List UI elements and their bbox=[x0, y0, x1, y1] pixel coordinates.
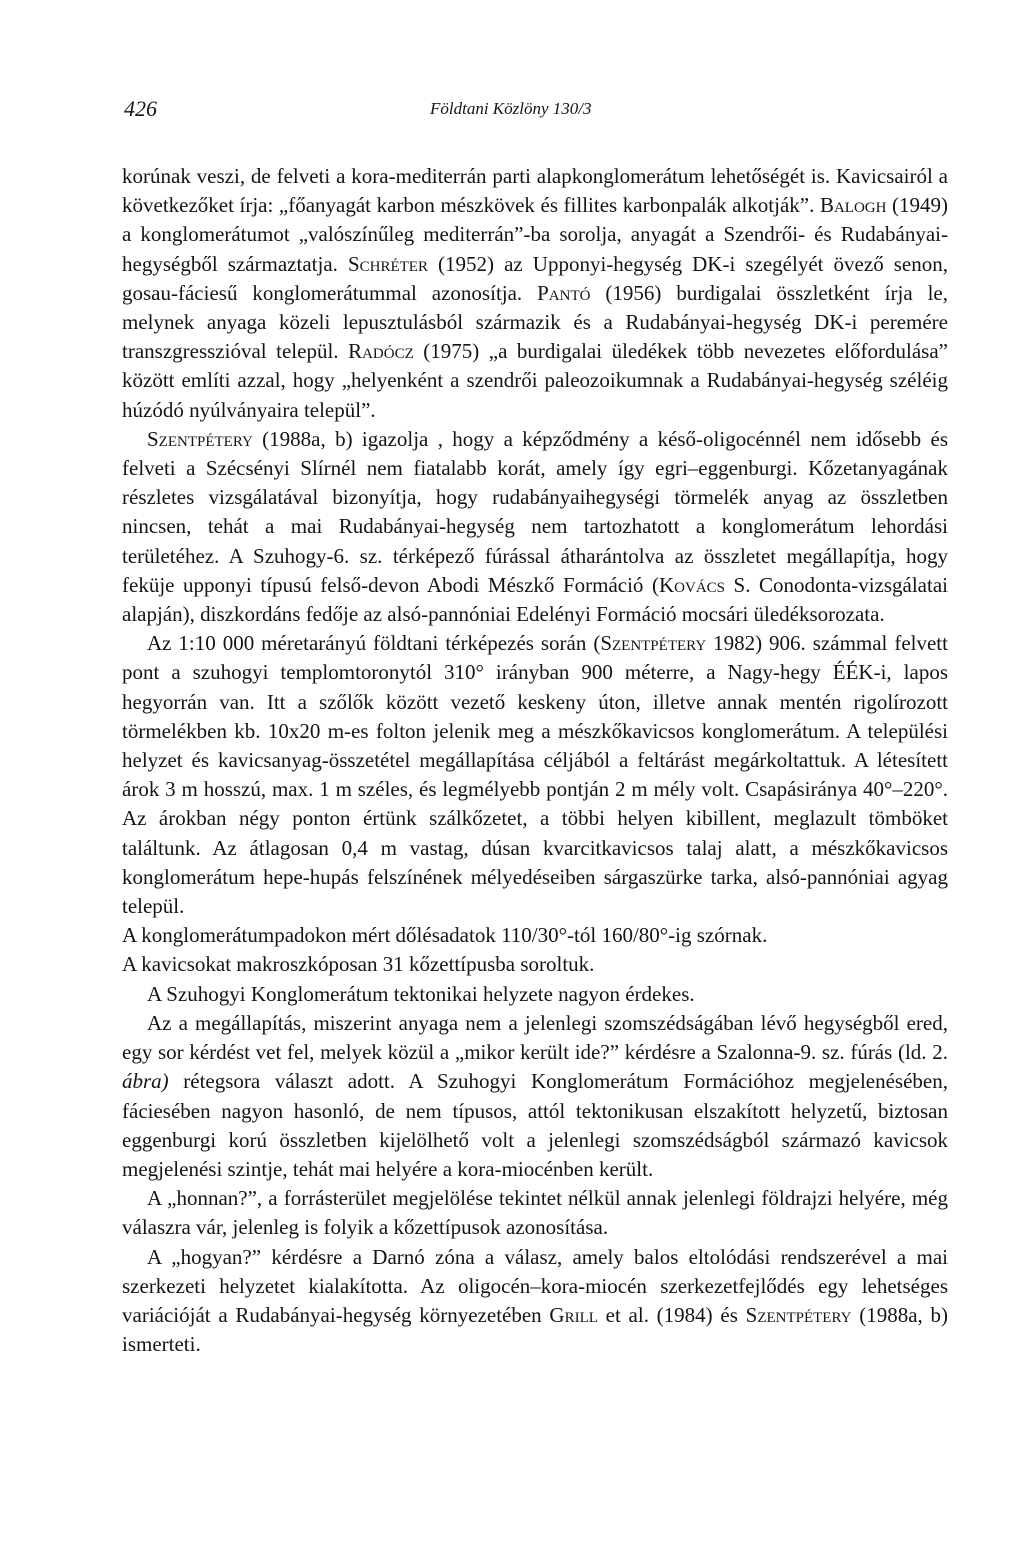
text-run: A „hogyan?” kérdésre a Darnó zóna a válasz, amely balos eltolódási rendszerével a mai szerkezeti helyzetet kialakította. Az oligocén–kora-miocén szerkezetfejlődés egy lehetséges variációját a Rudabányai-hegység környezetében bbox=[122, 1244, 948, 1327]
page-number: 426 bbox=[124, 96, 157, 121]
text-run: et al. (1984) és bbox=[597, 1302, 746, 1327]
body-paragraph bbox=[122, 1243, 948, 1360]
text-run: Az 1:10 000 méretarányú földtani térképezés során ( bbox=[147, 631, 601, 656]
author-name: Radócz bbox=[348, 339, 414, 364]
body-paragraph bbox=[122, 1009, 948, 1184]
text-run: A konglomerátumpadokon mért dőlésadatok 110/30°-tól 160/80°-ig szórnak. bbox=[122, 923, 768, 948]
text-run: A „honnan?”, a forrásterület megjelölése tekintet nélkül annak jelenlegi földrajzi helyére, még válaszra vár, jelenleg is folyik a kőzettípusok azonosítása. bbox=[122, 1186, 948, 1240]
body-paragraph bbox=[122, 921, 948, 950]
text-run: 1982) 906. számmal felvett pont a szuhogyi templomtoronytól 310° irányban 900 méterre, a Nagy-hegy ÉÉK-i, lapos hegyorrán van. Itt a szőlők között vezető keskeny úton, illetve annak mentén rigolírozott törmelékben kb. 10x20 m-es folton jelenik meg a mészkőkavicsos konglomerátum. A települési helyzet és kavicsanyag-összetétel megállapítása céljából a feltárást megárkoltattuk. A létesített árok 3 m hosszú, max. 1 m széles, és legmélyebb pontján 2 m mély volt. Csapásiránya 40°–220°. Az árokban négy ponton értünk szálkőzetet, a többi helyen kibillent, meglazult tömböket találtunk. Az átlagosan 0,4 m vastag, dúsan kvarcitkavicsos talaj alatt, a mészkőkavicsos konglomerátum hepe-hupás felszínének mélyedéseiben sárgaszürke tarka, alsó-pannóniai agyag települ. bbox=[122, 631, 948, 919]
text-run: Az a megállapítás, miszerint anyaga nem a jelenlegi szomszédságában lévő hegységből ered, egy sor kérdést vet fel, melyek közül a „mikor került ide?” kérdésre a Szalonna-9. sz. fúrás (ld. 2. bbox=[122, 1010, 948, 1065]
text-run: rétegsora választ adott. A Szuhogyi Konglomerátum Formációhoz megjelenésében, fáciesében nagyon hasonló, de nem típusos, attól tektonikusan elszakított helyzetű, biztosan eggenburgi korú összletben kijelölhető volt a jelenlegi szomszédságból származó kavicsok megjelenési szintje, tehát mai helyére a kora-miocénben került. bbox=[122, 1069, 948, 1181]
text-run: (1956) burdigalai összletként írja le, melynek anyaga közeli lepusztulásból származik és a Rudabányai-hegység DK-i peremére transzgresszióval települ. bbox=[122, 280, 948, 364]
author-name: Grill bbox=[549, 1302, 598, 1327]
body-paragraph bbox=[122, 162, 948, 425]
document-page bbox=[122, 96, 948, 1359]
body-paragraph bbox=[122, 425, 948, 629]
text-run: A kavicsokat makroszkóposan 31 kőzettípusba soroltuk. bbox=[122, 952, 595, 977]
journal-title: Földtani Közlöny 130/3 bbox=[430, 99, 592, 118]
body-paragraph bbox=[122, 980, 948, 1009]
body-paragraph bbox=[122, 1184, 948, 1242]
text-run: (1988a, b) ismerteti. bbox=[122, 1302, 949, 1357]
body-paragraph bbox=[122, 629, 948, 921]
author-name: Szentpétery bbox=[147, 426, 253, 451]
text-run: (1975) „a burdigalai üledékek több nevezetes előfordulása” között említi azzal, hogy „helyenként a szendrői paleozoikumnak a Rudabányai-hegység széléig húzódó nyúlványaira települ”. bbox=[122, 339, 948, 422]
author-name: Szentpétery bbox=[745, 1302, 852, 1327]
body-paragraph bbox=[122, 950, 948, 979]
author-name: Szentpétery bbox=[600, 631, 707, 656]
text-run: S. Conodonta-vizsgálatai alapján), diszkordáns fedője az alsó-pannóniai Edelényi Formáció mocsári üledéksorozata. bbox=[122, 572, 948, 627]
page-header bbox=[122, 96, 948, 132]
author-name: Schréter bbox=[347, 251, 428, 276]
author-name: Pantó bbox=[537, 280, 591, 305]
text-run: (1988a, b) igazolja , hogy a képződmény a késő-oligocénnél nem idősebb és felveti a Szécsényi Slírnél nem fiatalabb korát, amely így egri–eggenburgi. Kőzetanyagának részletes vizsgálatával bizonyítja, hogy rudabányaihegységi törmelék anyag az összletben nincsen, tehát a mai Rudabányai-hegység nem tartozhatott a konglomerátum lehordási területéhez. A Szuhogy-6. sz. térképező fúrással átharántolva az összletet megállapítja, hogy feküje upponyi típusú felső-devon Abodi Mészkő Formáció ( bbox=[122, 426, 948, 597]
text-run: (1949) a konglomerátumot „valószínűleg mediterrán”-ba sorolja, anyagát a Szendrői- és Rudabányai-hegységből származtatja. bbox=[122, 193, 948, 276]
figure-reference: ábra) bbox=[122, 1069, 169, 1094]
text-run: (1952) az Upponyi-hegység DK-i szegélyét övező senon, gosau-fáciesű konglomerátummal azonosítja. bbox=[122, 251, 948, 305]
text-run: korúnak veszi, de felveti a kora-mediterrán parti alapkonglomerátum lehetőségét is. Kavicsairól a következőket írja: „főanyagát karbon mészkövek és fillites karbonpalák alkotják”. bbox=[122, 164, 948, 218]
author-name: Balogh bbox=[819, 193, 887, 218]
text-run: A Szuhogyi Konglomerátum tektonikai helyzete nagyon érdekes. bbox=[147, 981, 695, 1006]
author-name: Kovács bbox=[658, 572, 725, 597]
article-body bbox=[122, 162, 948, 1359]
